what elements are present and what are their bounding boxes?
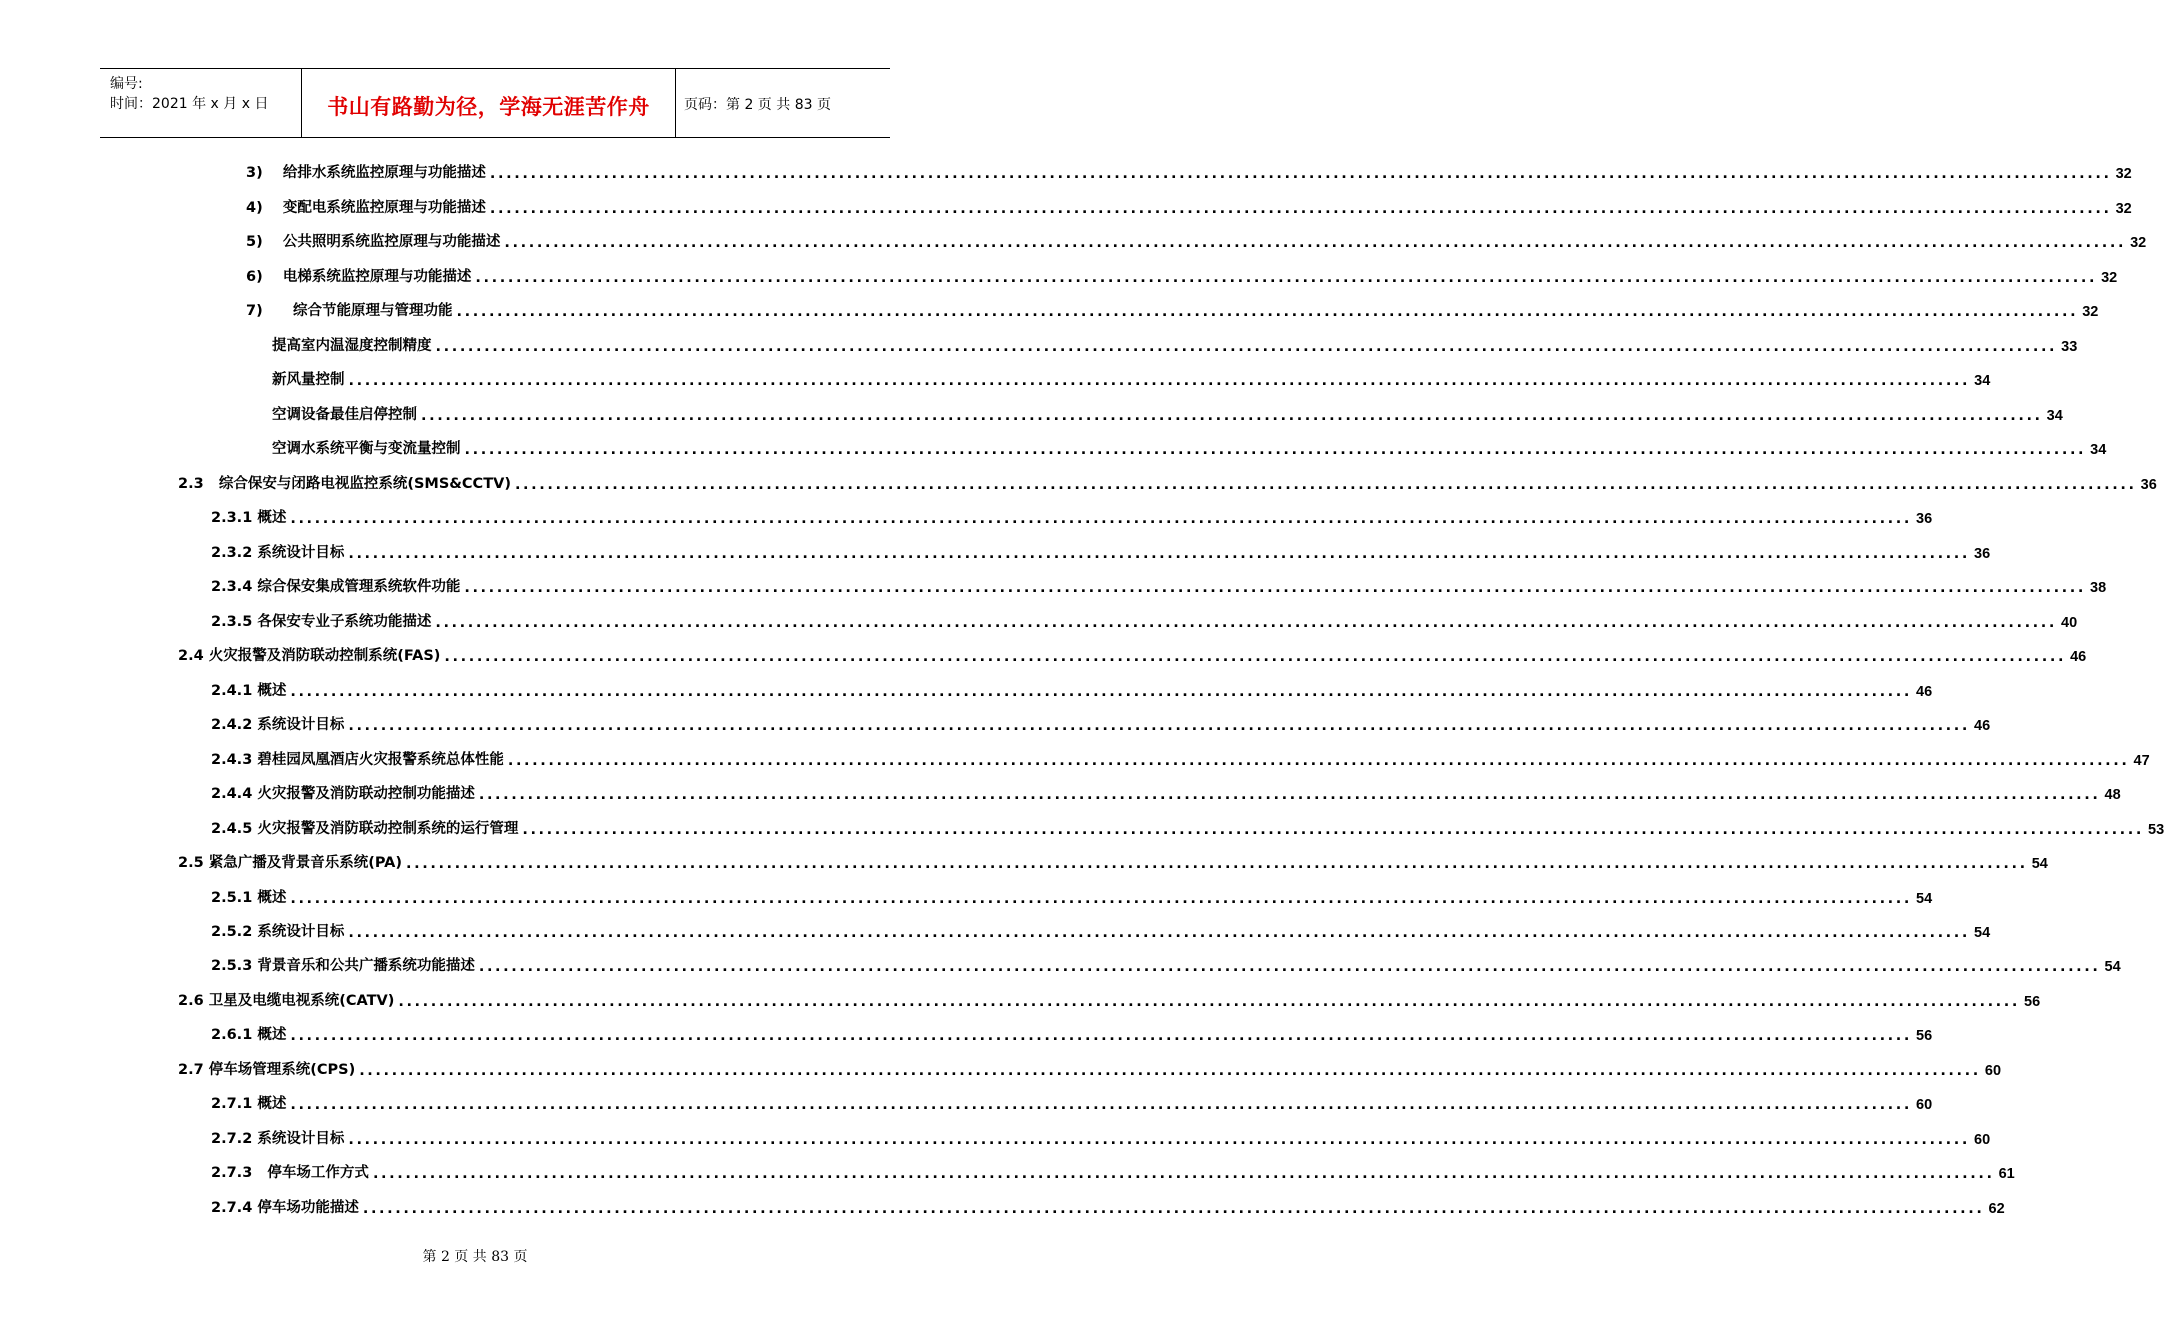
toc-entry-label: 2.3.2 系统设计目标 bbox=[211, 545, 345, 561]
toc-entry-label: 新风量控制 bbox=[272, 372, 345, 388]
toc-entry-page: 32 bbox=[2130, 235, 2147, 251]
toc-entry-page: 34 bbox=[1974, 373, 1991, 389]
toc-entry[interactable] bbox=[211, 1158, 2015, 1182]
toc-dot-leader: ........................................................................................................................................................................................................ bbox=[348, 373, 1971, 389]
header-motto-cell bbox=[302, 69, 676, 137]
toc-dot-leader: ........................................................................................................................................................................................................ bbox=[444, 649, 2067, 665]
toc-entry[interactable] bbox=[211, 710, 1991, 734]
toc-entry-label: 3) 给排水系统监控原理与功能描述 bbox=[246, 165, 486, 181]
toc-entry-label: 空调设备最佳启停控制 bbox=[272, 407, 417, 423]
toc-entry-label: 空调水系统平衡与变流量控制 bbox=[272, 441, 461, 457]
toc-entry[interactable] bbox=[211, 883, 1933, 907]
toc-entry-page: 32 bbox=[2115, 166, 2132, 182]
toc-entry-label: 2.5.2 系统设计目标 bbox=[211, 924, 345, 940]
toc-entry[interactable] bbox=[211, 1089, 1933, 1113]
toc-entry[interactable] bbox=[211, 676, 1933, 700]
toc-entry[interactable] bbox=[246, 331, 2078, 355]
toc-entry[interactable] bbox=[211, 503, 1933, 527]
toc-entry-page: 54 bbox=[1974, 925, 1991, 941]
toc-dot-leader: ........................................................................................................................................................................................................ bbox=[348, 1132, 1971, 1148]
toc-entry-label: 4) 变配电系统监控原理与功能描述 bbox=[246, 200, 486, 216]
toc-entry-label: 2.7.2 系统设计目标 bbox=[211, 1131, 345, 1147]
toc-entry-page: 48 bbox=[2104, 787, 2121, 803]
toc-entry-label: 7) 综合节能原理与管理功能 bbox=[246, 303, 453, 319]
toc-dot-leader: ........................................................................................................................................................................................................ bbox=[435, 339, 2058, 355]
toc-entry-label: 2.6.1 概述 bbox=[211, 1027, 287, 1043]
toc-dot-leader: ........................................................................................................................................................................................................ bbox=[507, 753, 2130, 769]
toc-entry-page: 33 bbox=[2061, 339, 2078, 355]
toc-entry[interactable] bbox=[211, 779, 2121, 803]
document-time-label: 时间：2021 年 x 月 x 日 bbox=[110, 96, 269, 112]
header-meta-cell bbox=[100, 69, 302, 137]
toc-entry[interactable] bbox=[246, 193, 2132, 217]
page-header bbox=[100, 68, 890, 138]
toc-entry-page: 54 bbox=[1916, 891, 1933, 907]
toc-entry-label: 2.7.1 概述 bbox=[211, 1096, 287, 1112]
toc-dot-leader: ........................................................................................................................................................................................................ bbox=[504, 235, 2127, 251]
toc-entry-page: 34 bbox=[2090, 442, 2107, 458]
toc-dot-leader: ........................................................................................................................................................................................................ bbox=[435, 615, 2058, 631]
toc-entry-label: 2.4 火灾报警及消防联动控制系统(FAS) bbox=[178, 648, 441, 664]
toc-entry-page: 36 bbox=[1974, 546, 1991, 562]
toc-entry-page: 61 bbox=[1998, 1166, 2015, 1182]
toc-entry-page: 32 bbox=[2101, 270, 2118, 286]
toc-entry-label: 2.4.1 概述 bbox=[211, 683, 287, 699]
toc-entry-page: 47 bbox=[2133, 753, 2150, 769]
toc-dot-leader: ........................................................................................................................................................................................................ bbox=[464, 442, 2087, 458]
toc-entry[interactable] bbox=[178, 1055, 2002, 1079]
toc-entry-page: 60 bbox=[1984, 1063, 2002, 1079]
toc-entry-page: 54 bbox=[2104, 959, 2121, 975]
toc-entry-page: 32 bbox=[2082, 304, 2099, 320]
toc-entry[interactable] bbox=[246, 227, 2147, 251]
toc-entry[interactable] bbox=[211, 951, 2121, 975]
toc-dot-leader: ........................................................................................................................................................................................................ bbox=[464, 580, 2087, 596]
toc-entry-label: 2.4.5 火灾报警及消防联动控制系统的运行管理 bbox=[211, 821, 519, 837]
toc-dot-leader: ........................................................................................................................................................................................................ bbox=[489, 201, 2112, 217]
toc-entry-page: 36 bbox=[1916, 511, 1933, 527]
header-page-code: 页码：第 2 页 共 83 页 bbox=[684, 97, 831, 113]
toc-entry[interactable] bbox=[178, 641, 2087, 665]
toc-entry-label: 2.3.4 综合保安集成管理系统软件功能 bbox=[211, 579, 461, 595]
toc-entry-page: 53 bbox=[2148, 822, 2164, 838]
toc-entry-page: 56 bbox=[2024, 994, 2041, 1010]
toc-entry-page: 62 bbox=[1988, 1201, 2005, 1217]
toc-entry-label: 2.5.1 概述 bbox=[211, 890, 287, 906]
toc-entry[interactable] bbox=[246, 296, 2099, 320]
toc-dot-leader: ........................................................................................................................................................................................................ bbox=[478, 959, 2101, 975]
toc-entry-label: 2.7.3 停车场工作方式 bbox=[211, 1165, 369, 1181]
toc-dot-leader: ........................................................................................................................................................................................................ bbox=[362, 1201, 1985, 1217]
toc-entry[interactable] bbox=[211, 1124, 1991, 1148]
toc-dot-leader: ........................................................................................................................................................................................................ bbox=[478, 787, 2101, 803]
toc-dot-leader: ........................................................................................................................................................................................................ bbox=[406, 856, 2028, 872]
toc-entry[interactable] bbox=[211, 1020, 1933, 1044]
toc-dot-leader: ........................................................................................................................................................................................................ bbox=[348, 718, 1971, 734]
toc-entry-page: 32 bbox=[2115, 201, 2132, 217]
toc-entry-label: 5) 公共照明系统监控原理与功能描述 bbox=[246, 234, 501, 250]
toc-dot-leader: ........................................................................................................................................................................................................ bbox=[475, 270, 2098, 286]
toc-entry-page: 54 bbox=[2031, 856, 2048, 872]
toc-entry[interactable] bbox=[246, 434, 2107, 458]
toc-entry-label: 2.5.3 背景音乐和公共广播系统功能描述 bbox=[211, 958, 475, 974]
toc-dot-leader: ........................................................................................................................................................................................................ bbox=[421, 408, 2043, 424]
toc-entry-page: 56 bbox=[1916, 1028, 1933, 1044]
toc-dot-leader: ........................................................................................................................................................................................................ bbox=[290, 1028, 1913, 1044]
toc-entry-label: 2.6 卫星及电缆电视系统(CATV) bbox=[178, 993, 395, 1009]
toc-entry-page: 60 bbox=[1974, 1132, 1991, 1148]
toc-entry[interactable] bbox=[211, 814, 2164, 838]
toc-entry-label: 2.4.4 火灾报警及消防联动控制功能描述 bbox=[211, 786, 475, 802]
toc-entry-label: 2.4.3 碧桂园凤凰酒店火灾报警系统总体性能 bbox=[211, 752, 504, 768]
toc-dot-leader: ........................................................................................................................................................................................................ bbox=[489, 166, 2112, 182]
toc-entry-page: 60 bbox=[1916, 1097, 1933, 1113]
toc-entry-label: 2.7.4 停车场功能描述 bbox=[211, 1200, 359, 1216]
toc-dot-leader: ........................................................................................................................................................................................................ bbox=[348, 925, 1971, 941]
toc-entry[interactable] bbox=[211, 745, 2150, 769]
toc-dot-leader: ........................................................................................................................................................................................................ bbox=[290, 684, 1913, 700]
toc-dot-leader: ........................................................................................................................................................................................................ bbox=[348, 546, 1971, 562]
toc-entry[interactable] bbox=[178, 986, 2041, 1010]
toc-entry[interactable] bbox=[211, 607, 2078, 631]
toc-entry-page: 46 bbox=[1916, 684, 1933, 700]
toc-entry[interactable] bbox=[211, 538, 1991, 562]
toc-entry-label: 2.3 综合保安与闭路电视监控系统(SMS&CCTV) bbox=[178, 476, 511, 492]
toc-entry[interactable] bbox=[178, 469, 2157, 493]
toc-dot-leader: ........................................................................................................................................................................................................ bbox=[398, 994, 2021, 1010]
toc-entry[interactable] bbox=[246, 400, 2063, 424]
toc-entry-page: 36 bbox=[2140, 477, 2157, 493]
page-footer: 第 2 页 共 83 页 bbox=[422, 1249, 528, 1265]
toc-dot-leader: ........................................................................................................................................................................................................ bbox=[290, 511, 1913, 527]
toc-entry-page: 40 bbox=[2061, 615, 2078, 631]
toc-dot-leader: ........................................................................................................................................................................................................ bbox=[372, 1166, 1995, 1182]
toc-entry-label: 2.7 停车场管理系统(CPS) bbox=[178, 1062, 356, 1078]
toc-entry-page: 38 bbox=[2090, 580, 2107, 596]
toc-dot-leader: ........................................................................................................................................................................................................ bbox=[359, 1063, 1981, 1079]
toc-entry[interactable] bbox=[246, 262, 2118, 286]
toc-entry[interactable] bbox=[246, 365, 1991, 389]
toc-entry-label: 2.3.1 概述 bbox=[211, 510, 287, 526]
toc-entry-label: 2.3.5 各保安专业子系统功能描述 bbox=[211, 614, 432, 630]
toc-entry-label: 2.4.2 系统设计目标 bbox=[211, 717, 345, 733]
toc-entry-page: 46 bbox=[2070, 649, 2087, 665]
toc-dot-leader: ........................................................................................................................................................................................................ bbox=[456, 304, 2079, 320]
toc-entry-page: 34 bbox=[2046, 408, 2063, 424]
document-number-label: 编号: bbox=[110, 76, 143, 92]
toc-dot-leader: ........................................................................................................................................................................................................ bbox=[290, 1097, 1913, 1113]
toc-entry[interactable] bbox=[246, 158, 2132, 182]
toc-dot-leader: ........................................................................................................................................................................................................ bbox=[290, 891, 1913, 907]
toc-entry[interactable] bbox=[211, 917, 1991, 941]
toc-entry[interactable] bbox=[211, 1193, 2005, 1217]
toc-entry[interactable] bbox=[178, 848, 2048, 872]
header-page-cell bbox=[676, 69, 890, 137]
toc-entry-label: 提高室内温湿度控制精度 bbox=[272, 338, 432, 354]
toc-entry-label: 2.5 紧急广播及背景音乐系统(PA) bbox=[178, 855, 403, 871]
header-motto: 书山有路勤为径，学海无涯苦作舟 bbox=[327, 94, 650, 119]
toc-entry-page: 46 bbox=[1974, 718, 1991, 734]
toc-dot-leader: ........................................................................................................................................................................................................ bbox=[522, 822, 2145, 838]
toc-dot-leader: ........................................................................................................................................................................................................ bbox=[514, 477, 2137, 493]
toc-entry[interactable] bbox=[211, 572, 2107, 596]
toc-entry-label: 6) 电梯系统监控原理与功能描述 bbox=[246, 269, 472, 285]
